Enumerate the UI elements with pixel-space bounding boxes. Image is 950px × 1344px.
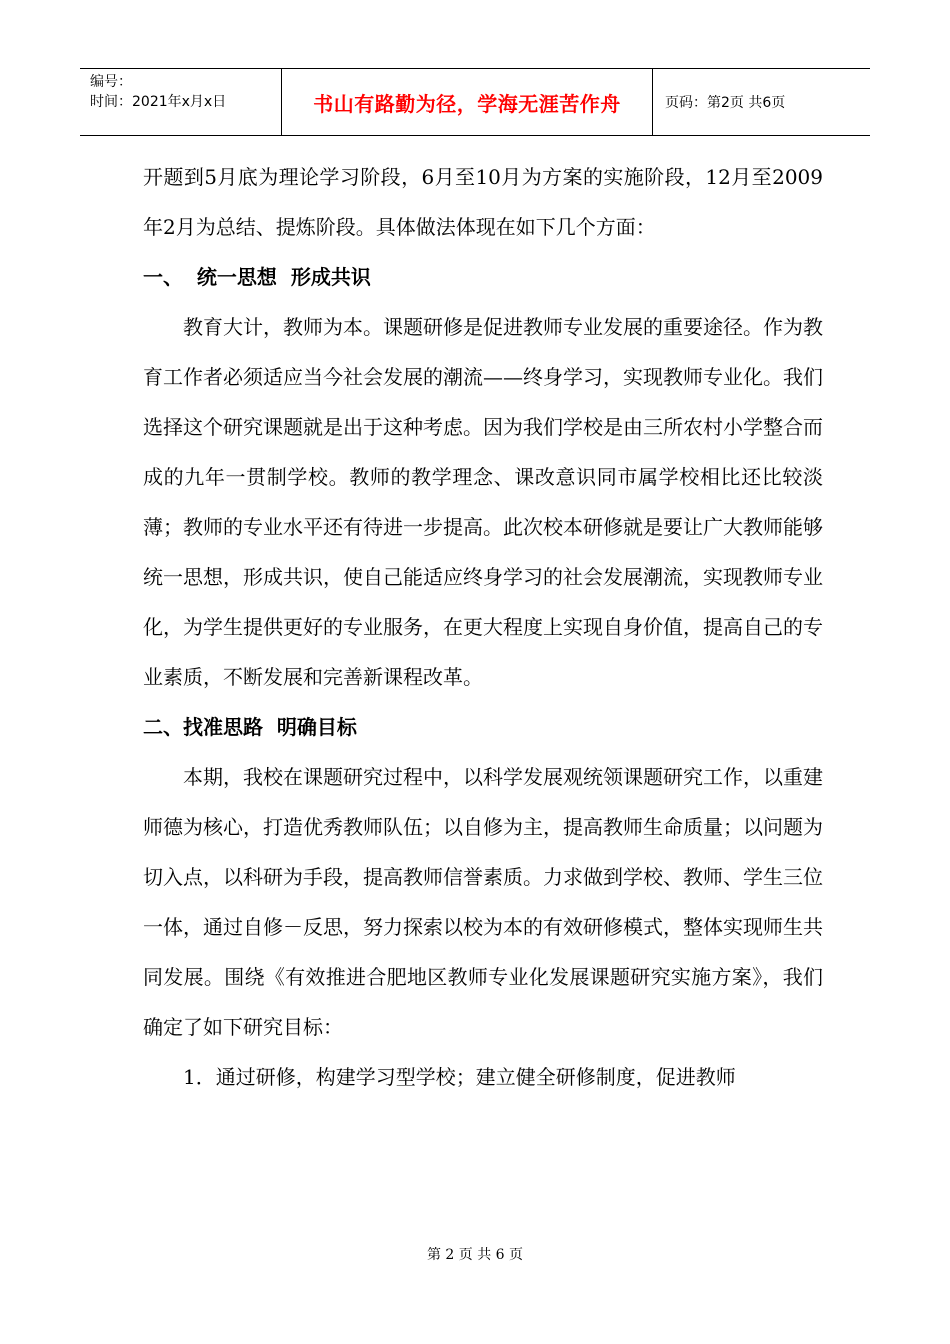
paragraph-intro: 开题到5月底为理论学习阶段，6月至10月为方案的实施阶段，12月至2009年2月为总结、提炼阶段。具体做法体现在如下几个方面： — [143, 165, 823, 239]
paragraph-goal-1: 1．通过研修，构建学习型学校；建立健全研修制度，促进教师 — [183, 1065, 736, 1089]
header-meta-cell — [80, 69, 282, 135]
header-motto-cell — [282, 69, 653, 135]
header-page-info: 页码：第2页 共6页 — [665, 95, 786, 111]
document-header — [80, 68, 870, 136]
paragraph-section-2: 本期，我校在课题研究过程中，以科学发展观统领课题研究工作，以重建师德为核心，打造优秀教师队伍；以自修为主，提高教师生命质量；以问题为切入点，以科研为手段，提高教师信誉素质。力求做到学校、教师、学生三位一体，通过自修－反思，努力探索以校为本的有效研修模式，整体实现师生共同发展。围绕《有效推进合肥地区教师专业化发展课题研究实施方案》，我们确定了如下研究目标： — [143, 765, 823, 1039]
page-footer: 第 2 页 共 6 页 — [426, 1247, 524, 1263]
document-body — [143, 152, 823, 1102]
paragraph-section-1: 教育大计，教师为本。课题研修是促进教师专业发展的重要途径。作为教育工作者必须适应当今社会发展的潮流——终身学习，实现教师专业化。我们选择这个研究课题就是出于这种考虑。因为我们学校是由三所农村小学整合而成的九年一贯制学校。教师的教学理念、课改意识同市属学校相比还比较淡薄；教师的专业水平还有待进一步提高。此次校本研修就是要让广大教师能够统一思想，形成共识，使自己能适应终身学习的社会发展潮流，实现教师专业化，为学生提供更好的专业服务，在更大程度上实现自身价值，提高自己的专业素质，不断发展和完善新课程改革。 — [143, 315, 823, 689]
header-page-cell — [653, 69, 870, 135]
header-motto: 书山有路勤为径，学海无涯苦作舟 — [313, 91, 621, 116]
section-heading-2: 二、找准思路 明确目标 — [143, 715, 357, 739]
document-number-label: 编号： — [90, 74, 132, 90]
document-date: 时间：2021年x月x日 — [90, 94, 227, 110]
section-heading-1: 一、 统一思想 形成共识 — [143, 265, 371, 289]
